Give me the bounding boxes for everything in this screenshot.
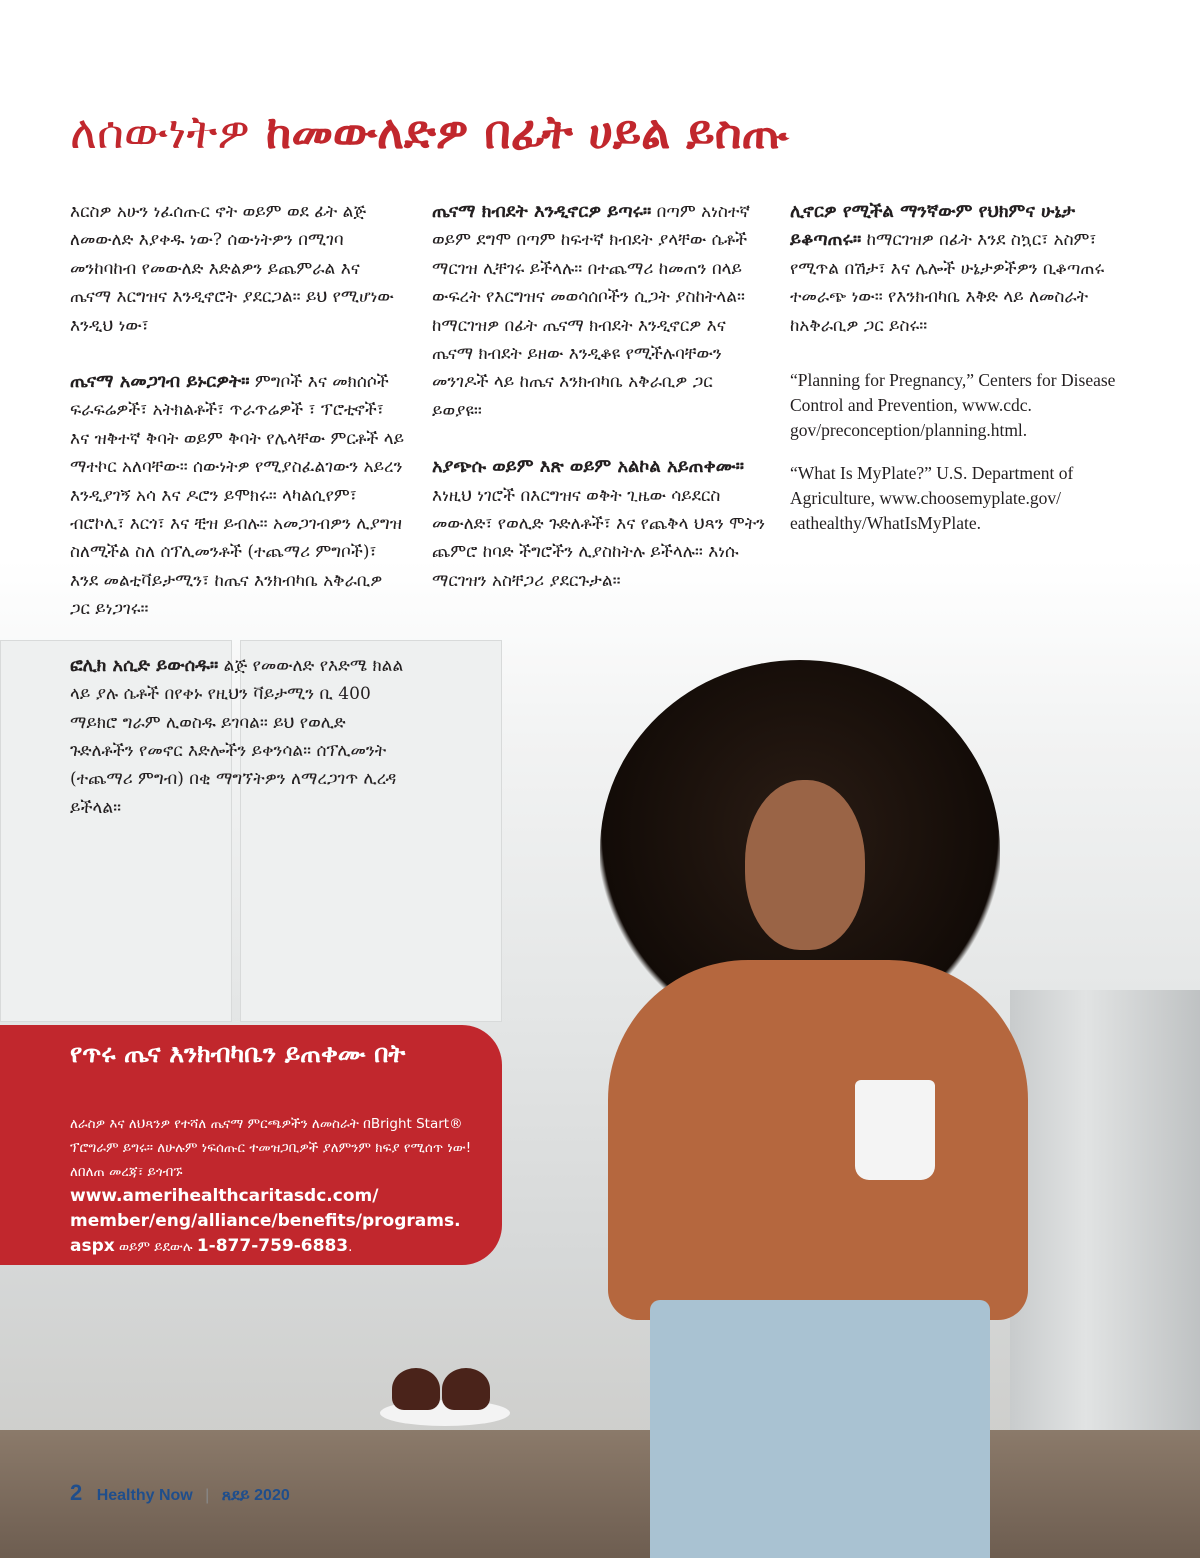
callout-text-before: ለራስዎ እና ለህጻንዎ የተሻለ ጤናማ ምርጫዎችን ለመስራት በBright Start® ፕሮግራም ይግሩ። ለሁሉም ነፍሰጡር ተመዝጋቢዎች ያለምንም ክፍያ የሚሰጥ ነው! ለበለጠ መረጃ፣ ይጎብኙ [70, 1116, 472, 1180]
smoke-text: እነዚህ ነገሮች በእርግዝና ወቅት ጊዜው ሳይደርስ መውለድ፣ የወሊድ ጉድለቶች፣ እና የጨቅላ ህጻን ሞትን ጨምሮ ከባድ ችግሮችን ሊያስከትሉ ይችላሉ። እነሱ ማርገዝን አስቸጋሪ ያደርጉታል። [432, 485, 766, 591]
yogurt-cup [855, 1080, 935, 1180]
manage-text: ከማርገዝዎ በፊት እንደ ስኳር፣ አስም፣ የሚጥል በሽታ፣ እና ሌሎች ሁኔታዎችዎን ቢቆጣጠሩ ተመራጭ ነው። የእንክብካቤ እቅድ ላይ ለመስራት ከአቅራቢዎ ጋር ይስሩ። [790, 230, 1105, 336]
title-light: ለሰውነትዎ [70, 105, 250, 159]
folic-heading: ፎሊክ አሲድ ይውሰዱ። [70, 654, 219, 676]
woman-shirt [608, 960, 1028, 1320]
callout-phone-link[interactable]: 1-877-759-6883 [196, 1236, 349, 1256]
column-2 [432, 198, 767, 623]
diet-text: ምግቦች እና መክሰሶች ፍራፍሬዎች፣ አትክልቶች፣ ጥራጥሬዎች ፣ ፕሮቲኖች፣ እና ዝቅተኛ ቅባት ወይም ቅባት የሌላቸው ምርቶች ላይ ማተኮር አለባቸው። ሰውነትዎ የሚያስፈልገውን አይረን እንዲያገኝ አሳ እና ዶሮን ይሞክሩ። ላካልሲየም፣ ብሮኮሊ፣ እርጎ፣ እና ቺዝ ይብሉ። አመጋገብዎን ሊያግዝ ስለሚችል ስለ ሰፕሊመንቶች (ተጨማሪ ምግቦች)፣ እንደ መልቲቫይታሚን፣ ከጤና እንክብካቤ አቅራቢዎ ጋር ይነጋገሩ። [70, 372, 405, 620]
woman-face [745, 780, 865, 950]
column-1 [70, 198, 405, 850]
intro-paragraph: እርስዎ አሁን ነፈሰጡር ኖት ወይም ወደ ፊት ልጅ ለመውለድ እያቀዱ ነው? ሰውነትዎን በሚገባ መንከባከብ የመውለድ እድልዎን ይጨምራል እና ጤናማ እርግዝና እንዲኖሮት ያደርጋል። ይህ የሚሆነው እንዲህ ነው፣ [70, 202, 394, 336]
weight-paragraph [432, 198, 767, 425]
folic-text: ልጅ የመውለድ የእድሜ ክልል ላይ ያሉ ሴቶች በየቀኑ የዚህን ቫይታሚን ቢ 400 ማይክሮ ግራም ሊወስዱ ይገባል። ይህ የወሊድ ጉድለቶችን የመኖር እድሎችን ይቀንሳል። ሰፕሊመንት (ተጨማሪ ምግብ) በቂ ማግኘትዎን ለማረጋገጥ ሊረዳ ይችላል። [70, 655, 404, 818]
page-number: 2 [70, 1480, 83, 1505]
references [790, 368, 1130, 536]
callout-text-mid: ወይም ይደውሉ [114, 1239, 197, 1255]
smoke-paragraph [432, 453, 767, 595]
woman-jeans [650, 1300, 990, 1558]
weight-text: በጣም አነስተኛ ወይም ደግሞ በጣም ከፍተኛ ክብደት ያላቸው ሴቶች ማርገዝ ሊቸገሩ ይችላሉ። በተጨማሪ ከመጠን በላይ ውፍረት የእርግዝና መወሳሰቦችን ሲጋት ያስከትላል። ከማርገዝዎ በፊት ጤናማ ክብደት እንዲኖርዎ እና ጤናማ ክብደት ይዘው እንዲቆዩ የሚችሉባቸውን መንገዶች ላይ ከጤና እንክብካቤ አቅራቢዎ ጋር ይወያዩ። [432, 202, 751, 421]
folic-paragraph [70, 652, 405, 822]
reference-2: “What Is MyPlate?” U.S. Department of Agriculture, www.choosemyplate.gov/ eathealthy/WhatIsMyPlate. [790, 463, 1074, 534]
footer-separator: | [205, 1487, 210, 1504]
smoke-heading: አያጭሱ ወይም እጽ ወይም አልኮል አይጠቀሙ። [432, 456, 744, 478]
callout-box [0, 1025, 502, 1265]
callout-text [70, 1112, 485, 1259]
page-title [70, 100, 788, 164]
page-footer [70, 1480, 290, 1506]
diet-paragraph [70, 368, 405, 624]
title-bold: ከመውለድዎ በፊት ሀይል ይስጡ [265, 105, 788, 159]
muffin [442, 1368, 490, 1410]
manage-paragraph [790, 198, 1130, 340]
diet-heading: ጤናማ አመጋገብ ይኑርዎት። [70, 371, 250, 393]
reference-1: “Planning for Pregnancy,” Centers for Disease Control and Prevention, www.cdc. gov/preconception/planning.html. [790, 370, 1116, 441]
callout-url-link[interactable]: www.amerihealthcaritasdc.com/ member/eng/alliance/benefits/programs. aspx [70, 1186, 461, 1256]
column-3 [790, 198, 1130, 554]
callout-title: የጥሩ ጤና እንክብካቤን ይጠቀሙ በት [70, 1039, 406, 1068]
manage-heading: ሊኖርዎ የሚችል ማንኛውም የህክምና ሁኔታ ይቆጣጠሩ። [790, 201, 1076, 251]
publication-name: Healthy Now [96, 1487, 193, 1504]
callout-text-end: . [348, 1239, 353, 1255]
muffin [392, 1368, 440, 1410]
weight-heading: ጤናማ ክብደት እንዲኖርዎ ይጣሩ። [432, 201, 652, 222]
issue-date: ጸደይ 2020 [221, 1487, 290, 1504]
